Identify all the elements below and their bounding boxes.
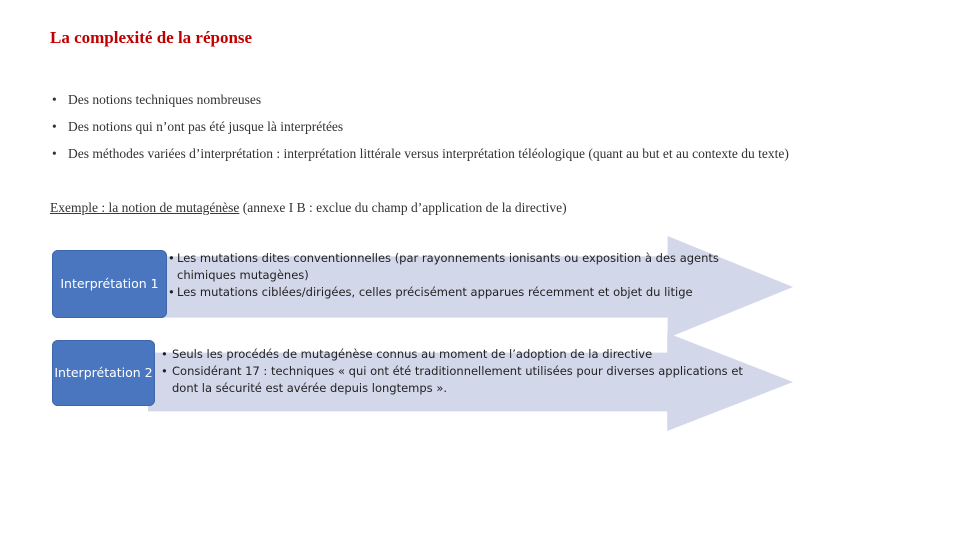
interpretation-2-item xyxy=(161,346,761,363)
interpretation-2-item xyxy=(161,363,761,397)
bullet-item xyxy=(50,117,789,144)
bullet-dot: • xyxy=(168,251,175,265)
interpretation-1-item xyxy=(168,250,758,284)
bullet-item xyxy=(50,90,789,117)
bullet-list xyxy=(50,90,789,171)
bullet-dot: • xyxy=(52,146,57,161)
bullet-text: Des notions techniques nombreuses xyxy=(68,92,262,107)
example-rest: (annexe I B : exclue du champ d’application de la directive) xyxy=(239,200,567,215)
example-line xyxy=(50,200,567,216)
interpretation-1-item xyxy=(168,284,758,301)
bullet-text: Des notions qui n’ont pas été jusque là interprétées xyxy=(68,119,344,134)
bullet-dot: • xyxy=(52,92,57,107)
interpretation-item-text: Seuls les procédés de mutagénèse connus au moment de l’adoption de la directive xyxy=(172,347,653,361)
slide-title: La complexité de la réponse xyxy=(50,28,253,47)
interpretation-item-text: Les mutations dites conventionnelles (par rayonnements ionisants ou exposition à des agents chimiques mutagènes) xyxy=(177,251,719,282)
bullet-dot: • xyxy=(161,347,168,361)
interpretation-item-text: Considérant 17 : techniques « qui ont été traditionnellement utilisées pour diverses applications et dont la sécurité est avérée depuis longtemps ». xyxy=(172,364,743,395)
interpretation-2-label: Interprétation 2 xyxy=(52,340,155,406)
bullet-item xyxy=(50,144,789,171)
interpretation-2-list xyxy=(161,346,761,397)
bullet-dot: • xyxy=(168,285,175,299)
example-underlined: Exemple : la notion de mutagénèse xyxy=(50,200,240,215)
bullet-text: Des méthodes variées d’interprétation : interprétation littérale versus interprétation téléologique (quant au but et au contexte du texte) xyxy=(68,146,789,161)
interpretation-1-label: Interprétation 1 xyxy=(52,250,167,318)
bullet-dot: • xyxy=(52,119,57,134)
bullet-dot: • xyxy=(161,364,168,378)
interpretation-item-text: Les mutations ciblées/dirigées, celles précisément apparues récemment et objet du litige xyxy=(177,285,693,299)
interpretation-1-list xyxy=(168,250,758,301)
